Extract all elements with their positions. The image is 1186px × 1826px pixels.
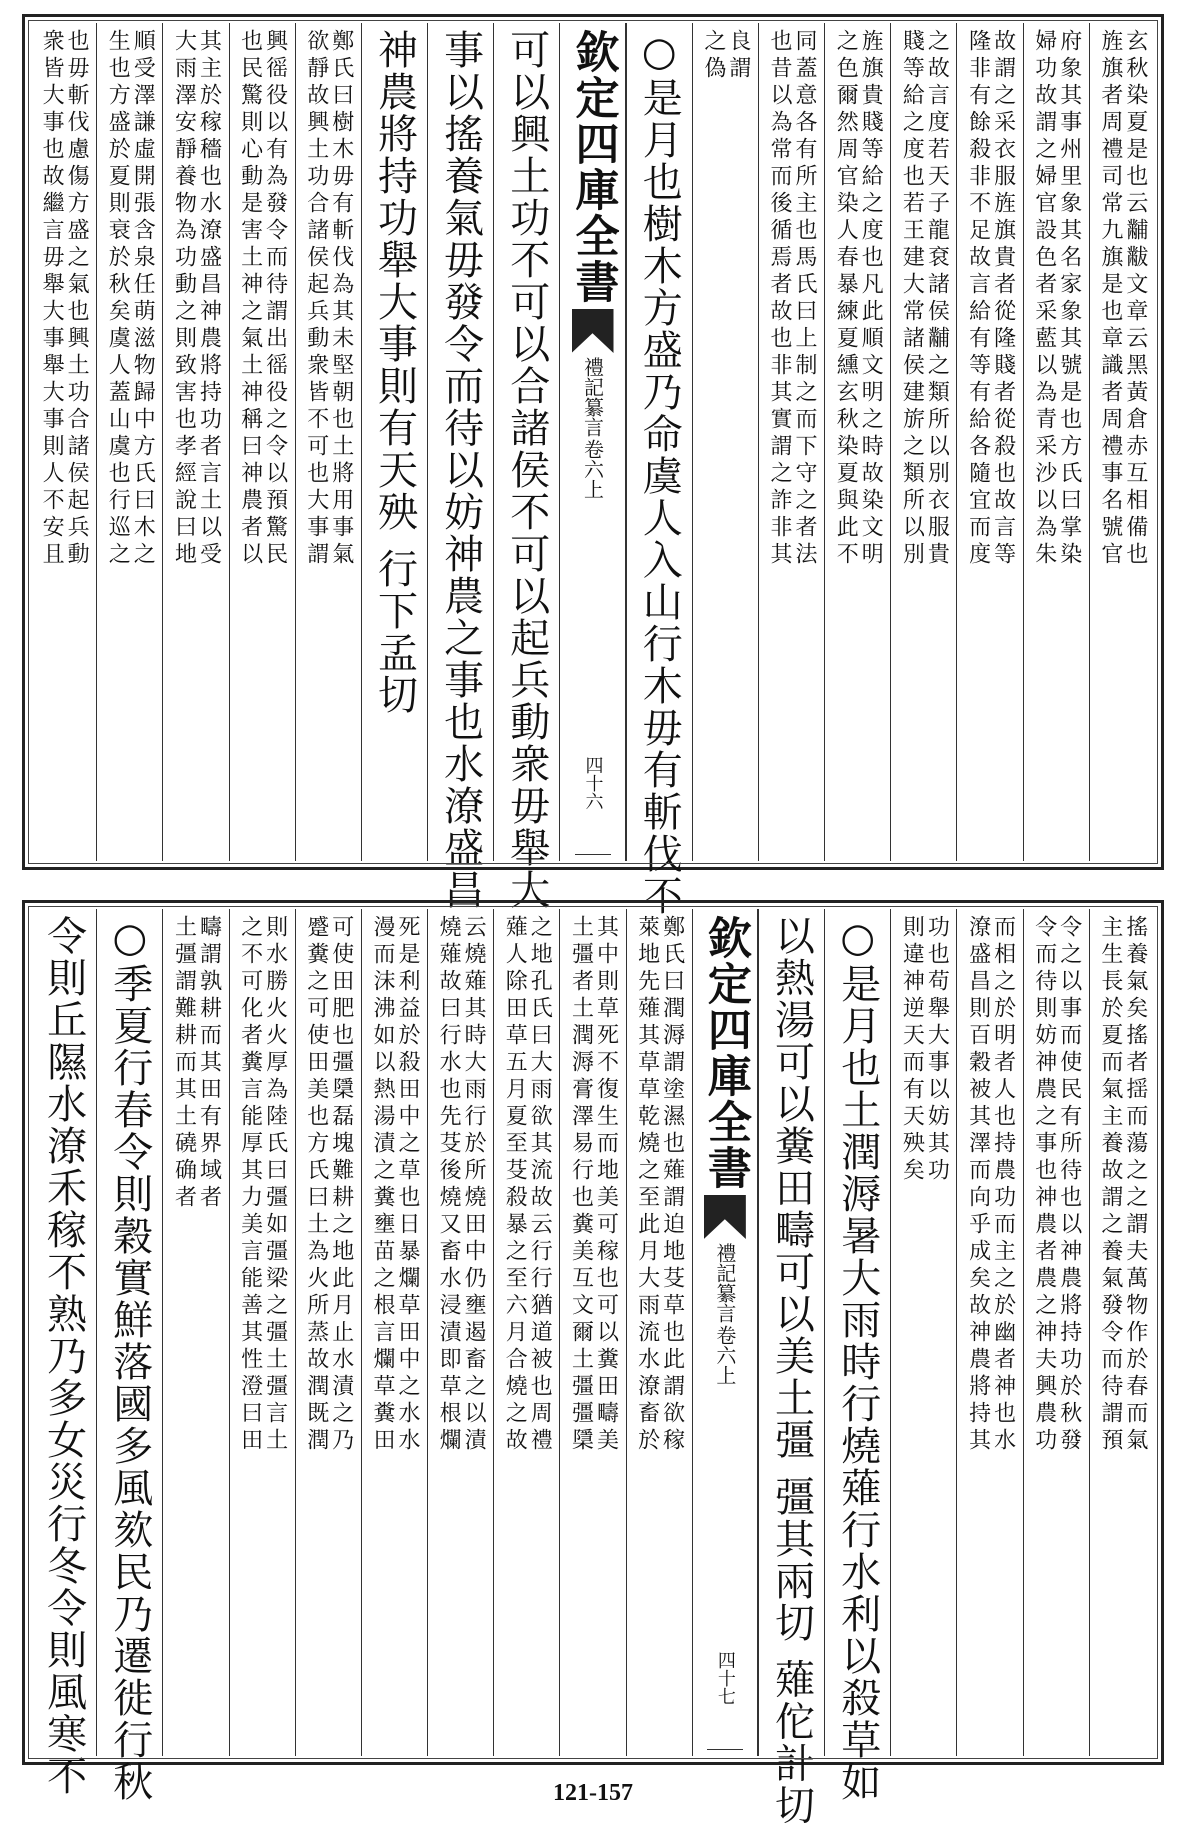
commentary-text-line: 之色爾然周官染人春暴練夏纁玄秋染夏與此不 xyxy=(833,29,859,569)
commentary-text-line: 搖養氣矣搖者揺而蕩之之謂夫萬物作於春而氣 xyxy=(1122,915,1148,1455)
main-text-line: 令則丘隰水潦禾稼不熟乃多女災行冬令則風寒不 xyxy=(40,915,87,1797)
top-left-column-2 xyxy=(361,23,427,861)
collection-title: 欽定四庫全書 xyxy=(567,29,619,305)
bottom-left-column-2 xyxy=(493,909,559,1756)
commentary-text-line: 同蓋意各有所主也馬氏曰上制之而下守之者法 xyxy=(792,29,818,569)
top-right-column-0 xyxy=(1089,23,1155,861)
bottom-right-column-5 xyxy=(758,909,824,1826)
commentary-text-line: 也毋斬伐慮傷方盛之氣也興土功合諸侯起兵動 xyxy=(64,29,90,569)
bottom-right-column-0 xyxy=(1089,909,1155,1756)
commentary-text-line: 可使田肥也彊檃磊塊難耕之地此月止水漬之乃 xyxy=(328,915,354,1455)
bottom-left-column-7 xyxy=(162,909,228,1756)
commentary-text-line: 則違神逆天而有天殃矣 xyxy=(899,915,925,1185)
top-right-column-3 xyxy=(890,23,956,861)
commentary-text-line: 之地孔氏曰大雨欲其流故云行行猶道被也周禮 xyxy=(527,915,553,1455)
top-right-column-1 xyxy=(1023,23,1089,861)
top-left-column-7 xyxy=(31,23,96,861)
main-text-line: 神農將持功舉大事則有天殃 行下孟切 xyxy=(371,29,418,716)
commentary-text-line: 蹙糞之可使田美也方氏曰土為火所蒸故潤既潤 xyxy=(303,915,329,1455)
top-left-column-4 xyxy=(229,23,295,861)
leaf-number: 四十六 xyxy=(582,756,604,810)
volume-label: 卷六上 xyxy=(580,439,605,499)
book-meta xyxy=(582,357,604,499)
commentary-text-line: 其中則草死不復生而地美可稼也可以糞田疇美 xyxy=(593,915,619,1455)
commentary-text-line: 令而待則妨神農之事也神農者農之神夫興農功 xyxy=(1031,915,1057,1455)
commentary-text-line: 欲靜故興土功合諸侯起兵動衆皆不可也大事謂 xyxy=(303,29,329,569)
top-right-column-6 xyxy=(692,23,758,861)
commentary-text-line: 疇謂孰耕而其田有界域者 xyxy=(196,915,222,1212)
main-text-line: ○季夏行春令則穀實鮮落國多風欬民乃遷徙行秋 xyxy=(106,915,153,1803)
bottom-left-column-3 xyxy=(427,909,493,1756)
bottom-right-column-3 xyxy=(890,909,956,1756)
bottom-left-column-0 xyxy=(626,909,692,1756)
book-name: 禮記纂言 xyxy=(712,1243,737,1323)
commentary-text-line: 之故言度若天子龍袞諸侯黼之類所以別衣服貴 xyxy=(924,29,950,569)
commentary-text-line: 令之以事而使民有所待也以神農將持功於秋發 xyxy=(1056,915,1082,1455)
commentary-text-line: 死是利益於殺田中之草也日暴爛草田中之水水 xyxy=(394,915,420,1455)
commentary-text-line: 鄭氏曰潤溽謂塗濕也薙謂迫地芟草也此謂欲稼 xyxy=(659,915,685,1455)
top-center-margin xyxy=(559,23,625,861)
main-text-line: ○是月也樹木方盛乃命虞人入山行木毋有斬伐不 xyxy=(636,29,683,917)
bottom-center-margin xyxy=(692,909,758,1756)
collection-title: 欽定四庫全書 xyxy=(699,915,751,1191)
commentary-text-line: 婦功故謂之婦官設色者采藍以為青采沙以為朱 xyxy=(1031,29,1057,569)
leaf-number: 四十七 xyxy=(714,1651,736,1705)
top-left-column-3 xyxy=(295,23,361,861)
commentary-text-line: 也民驚則心動是害土神之氣土神稱曰神農者以 xyxy=(237,29,263,569)
commentary-text-line: 則水勝火火厚為陸氏曰彊如彊梁之彊土彊言土 xyxy=(262,915,288,1455)
top-left-column-1 xyxy=(427,23,493,911)
commentary-text-line: 生也方盛於夏則衰於秋矣虞人蓋山虞也行巡之 xyxy=(105,29,131,569)
commentary-text-line: 之不可化者糞言能厚其力美言能善其性澄曰田 xyxy=(237,915,263,1455)
commentary-text-line: 良謂 xyxy=(725,29,751,83)
commentary-text-line: 主生長於夏而氣主養故謂之養氣發令而待謂預 xyxy=(1097,915,1123,1455)
bottom-right-column-1 xyxy=(1023,909,1089,1756)
bottom-left-column-1 xyxy=(559,909,625,1756)
commentary-text-line: 旌旗者周禮司常九旗是也章識者周禮事名號官 xyxy=(1097,29,1123,569)
bottom-left-column-5 xyxy=(295,909,361,1756)
main-text-line: 事以搖養氣毋發令而待以妨神農之事也水潦盛昌 xyxy=(437,29,484,911)
commentary-text-line: 順受澤謙虛開張含泉任萌滋物歸中方氏曰木之 xyxy=(130,29,156,569)
commentary-text-line: 萊地先薙其草草乾燒之至此月大雨流水潦畜於 xyxy=(634,915,660,1455)
commentary-text-line: 土彊謂難耕而其土磽确者 xyxy=(171,915,197,1212)
commentary-text-line: 燒薙故曰行水也先芟後燒又畜水浸漬即草根爛 xyxy=(436,915,462,1455)
margin-rule xyxy=(575,854,611,855)
bottom-left-column-8 xyxy=(96,909,162,1803)
book-meta xyxy=(714,1243,736,1385)
commentary-text-line: 薙人除田草五月夏至芟殺暴之至六月合燒之故 xyxy=(502,915,528,1455)
top-left-column-6 xyxy=(96,23,162,861)
book-name: 禮記纂言 xyxy=(580,357,605,437)
commentary-text-line: 功也苟舉大事以妨其功 xyxy=(924,915,950,1185)
bottom-right-column-2 xyxy=(956,909,1022,1756)
commentary-text-line: 大雨澤安靜養物為功動之則致害也孝經說曰地 xyxy=(171,29,197,569)
fish-tail-mark-icon xyxy=(704,1195,746,1239)
bottom-left-column-6 xyxy=(229,909,295,1756)
top-right-column-4 xyxy=(824,23,890,861)
commentary-text-line: 府象其事州里象其名家象其號是也方氏曰掌染 xyxy=(1056,29,1082,569)
margin-rule xyxy=(707,1749,743,1750)
commentary-text-line: 土彊者土潤溽膏澤易行也糞美互文爾土彊彊檃 xyxy=(568,915,594,1455)
main-text-line: ○是月也土潤溽暑大雨時行燒薙行水利以殺草如 xyxy=(834,915,881,1803)
bottom-right-column-4 xyxy=(824,909,890,1803)
main-text-line: 可以興土功不可以合諸侯不可以起兵動衆毋舉大 xyxy=(503,29,550,911)
commentary-text-line: 隆非有餘殺非不足故言給有等有給各隨宜而度 xyxy=(965,29,991,569)
top-left-column-5 xyxy=(162,23,228,861)
top-text-columns xyxy=(31,23,1155,917)
commentary-text-line: 之偽 xyxy=(700,29,726,83)
page-footer-number: 121-157 xyxy=(553,1780,633,1806)
commentary-text-line: 玄秋染夏是也云黼黻文章云黑黃倉赤互相備也 xyxy=(1122,29,1148,569)
top-right-column-5 xyxy=(758,23,824,861)
commentary-text-line: 旌旗貴賤等給之度也凡此順文明之時故染文明 xyxy=(858,29,884,569)
top-page-frame xyxy=(22,14,1164,917)
top-left-column-0 xyxy=(493,23,559,911)
top-right-column-2 xyxy=(956,23,1022,861)
commentary-text-line: 賤等給之度也若王建大常諸侯建旂之類所以別 xyxy=(899,29,925,569)
fish-tail-mark-icon xyxy=(572,309,614,353)
commentary-text-line: 故謂之采衣服旌旗貴者從隆賤者從殺也故言等 xyxy=(990,29,1016,569)
commentary-text-line: 興徭役以有為發令而待謂出徭役之令以預驚民 xyxy=(262,29,288,569)
commentary-text-line: 衆皆大事也故繼言毋舉大事舉大事則人不安且 xyxy=(39,29,65,569)
commentary-text-line: 鄭氏曰樹木毋有斬伐為其未堅朝也土將用事氣 xyxy=(328,29,354,569)
main-text-line: 以熱湯可以糞田疇可以美土彊 彊其兩切 薙佗計切 xyxy=(768,915,815,1826)
volume-label: 卷六上 xyxy=(712,1325,737,1385)
commentary-text-line: 也昔以為常而後循焉者故也非其實謂之詐非其 xyxy=(767,29,793,569)
top-right-column-7 xyxy=(626,23,692,917)
commentary-text-line: 云燒薙其時大雨行於所燒田中仍壅遏畜之以漬 xyxy=(461,915,487,1455)
bottom-left-column-9 xyxy=(31,909,96,1797)
commentary-text-line: 而相之於明者人也持農功而主之於幽者神也水 xyxy=(990,915,1016,1455)
commentary-text-line: 其主於稼穡也水潦盛昌神農將持功者言土以受 xyxy=(196,29,222,569)
commentary-text-line: 潦盛昌則百穀被其澤而向乎成矣故神農將持其 xyxy=(965,915,991,1455)
commentary-text-line: 漫而沫沸如以熱湯漬之糞壅苗之根言爛草糞田 xyxy=(369,915,395,1455)
bottom-left-column-4 xyxy=(361,909,427,1756)
